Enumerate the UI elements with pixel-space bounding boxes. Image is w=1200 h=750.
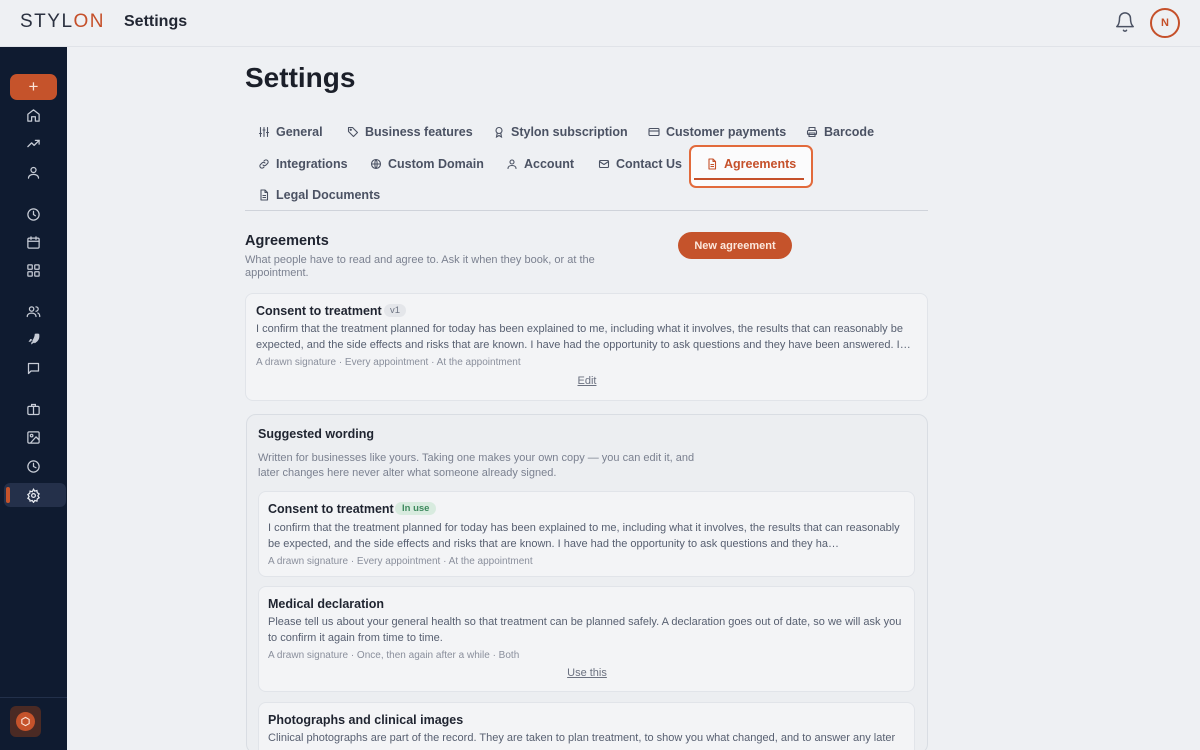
suggestion-title: Medical declaration xyxy=(268,597,385,611)
suggestion-title: Consent to treatment xyxy=(268,502,394,516)
tab-label: General xyxy=(276,125,323,139)
tab-general[interactable] xyxy=(258,121,323,143)
logo-accent: ON xyxy=(73,11,106,32)
agreement-meta: A drawn signature · Every appointment · At the appointment xyxy=(256,357,521,368)
avatar[interactable]: N xyxy=(1150,8,1180,38)
user-icon xyxy=(506,158,518,170)
sidebar-divider xyxy=(0,697,67,698)
image-icon[interactable] xyxy=(23,427,43,447)
chat-icon[interactable] xyxy=(23,358,43,378)
tab-label: Customer payments xyxy=(666,125,787,139)
tab-agreements[interactable] xyxy=(706,153,796,175)
tab-barcode[interactable] xyxy=(806,121,874,143)
award-icon xyxy=(493,126,505,138)
user-icon[interactable] xyxy=(23,162,43,182)
suggested-description: Written for businesses like yours. Taking one makes your own copy — you can edit it, and later changes here never alter what someone already signed. xyxy=(258,452,695,479)
tab-stylon-subscription[interactable] xyxy=(493,121,628,143)
mail-icon xyxy=(598,158,610,170)
tab-label: Agreements xyxy=(724,157,797,171)
link-icon xyxy=(258,158,270,170)
calendar-icon[interactable] xyxy=(23,232,43,252)
home-icon[interactable] xyxy=(23,105,43,125)
top-bar-title: Settings xyxy=(124,13,188,30)
section-description: What people have to read and agree to. Ask it when they book, or at the appointment. xyxy=(245,254,595,279)
tab-legal-documents[interactable] xyxy=(258,184,380,206)
tab-customer-payments[interactable] xyxy=(648,121,786,143)
tab-label: Account xyxy=(524,157,574,171)
grid-icon[interactable] xyxy=(23,260,43,280)
workspace-icon xyxy=(16,712,35,731)
tab-contact-us[interactable] xyxy=(598,153,682,175)
users-icon[interactable] xyxy=(23,301,43,321)
suggestion-text: Clinical photographs are part of the record. They are taken to plan treatment, to show you what changed, and to answer any later xyxy=(268,732,896,744)
suggestion-text: Please tell us about your general health so that treatment can be planned safely. A declaration goes out of date, so we will ask you to confirm it again from time to time. xyxy=(268,616,902,644)
clock-icon[interactable] xyxy=(23,204,43,224)
tab-label: Legal Documents xyxy=(276,188,381,202)
tab-label: Barcode xyxy=(824,125,875,139)
document-icon xyxy=(258,189,270,201)
sidebar xyxy=(0,47,67,750)
suggested-title: Suggested wording xyxy=(258,427,374,441)
tab-label: Business features xyxy=(365,125,473,139)
new-agreement-button[interactable]: New agreement xyxy=(678,232,792,259)
tab-label: Stylon subscription xyxy=(511,125,628,139)
tab-label: Integrations xyxy=(276,157,348,171)
suggestion-title: Photographs and clinical images xyxy=(268,713,464,727)
logo[interactable] xyxy=(20,11,105,33)
active-tab-underline xyxy=(694,178,804,180)
logo-main: STYL xyxy=(20,11,74,32)
tag-icon xyxy=(347,126,359,138)
in-use-badge: In use xyxy=(395,502,436,515)
workspace-switcher[interactable] xyxy=(10,706,41,737)
globe-icon xyxy=(370,158,382,170)
briefcase-icon[interactable] xyxy=(23,399,43,419)
history-icon[interactable] xyxy=(23,456,43,476)
rocket-icon[interactable] xyxy=(23,329,43,349)
tab-business-features[interactable] xyxy=(347,121,473,143)
add-button[interactable]: + xyxy=(10,74,57,100)
top-bar xyxy=(0,0,1200,47)
tabs-divider xyxy=(245,210,928,211)
credit-card-icon xyxy=(648,126,660,138)
bell-icon[interactable] xyxy=(1114,11,1136,33)
tab-custom-domain[interactable] xyxy=(370,153,484,175)
section-title: Agreements xyxy=(245,233,329,249)
tab-integrations[interactable] xyxy=(258,153,348,175)
suggestion-text: I confirm that the treatment planned for today has been explained to me, including what it involves, the results that can reasonably be expected, and the side effects and risks that are known. I have had the opportunity to ask questions and they ha… xyxy=(268,522,900,550)
settings-icon[interactable] xyxy=(23,485,43,505)
use-this-link[interactable]: Use this xyxy=(567,667,607,679)
tab-label: Contact Us xyxy=(616,157,682,171)
page-title: Settings xyxy=(245,62,356,93)
tab-label: Custom Domain xyxy=(388,157,484,171)
active-nav-indicator xyxy=(6,487,10,503)
trending-icon[interactable] xyxy=(23,133,43,153)
agreement-title: Consent to treatment xyxy=(256,304,382,318)
sliders-icon xyxy=(258,126,270,138)
suggestion-meta: A drawn signature · Once, then again after a while · Both xyxy=(268,650,520,661)
tab-account[interactable] xyxy=(506,153,574,175)
edit-link[interactable]: Edit xyxy=(577,375,597,387)
agreement-text: I confirm that the treatment planned for today has been explained to me, including what it involves, the results that can reasonably be expected, and the side effects and risks that are known. I have had the opportunity to ask questions and they have been answered. I… xyxy=(256,323,911,351)
document-icon xyxy=(706,158,718,170)
printer-icon xyxy=(806,126,818,138)
suggestion-meta: A drawn signature · Every appointment · At the appointment xyxy=(268,556,533,567)
version-badge: v1 xyxy=(384,304,406,317)
